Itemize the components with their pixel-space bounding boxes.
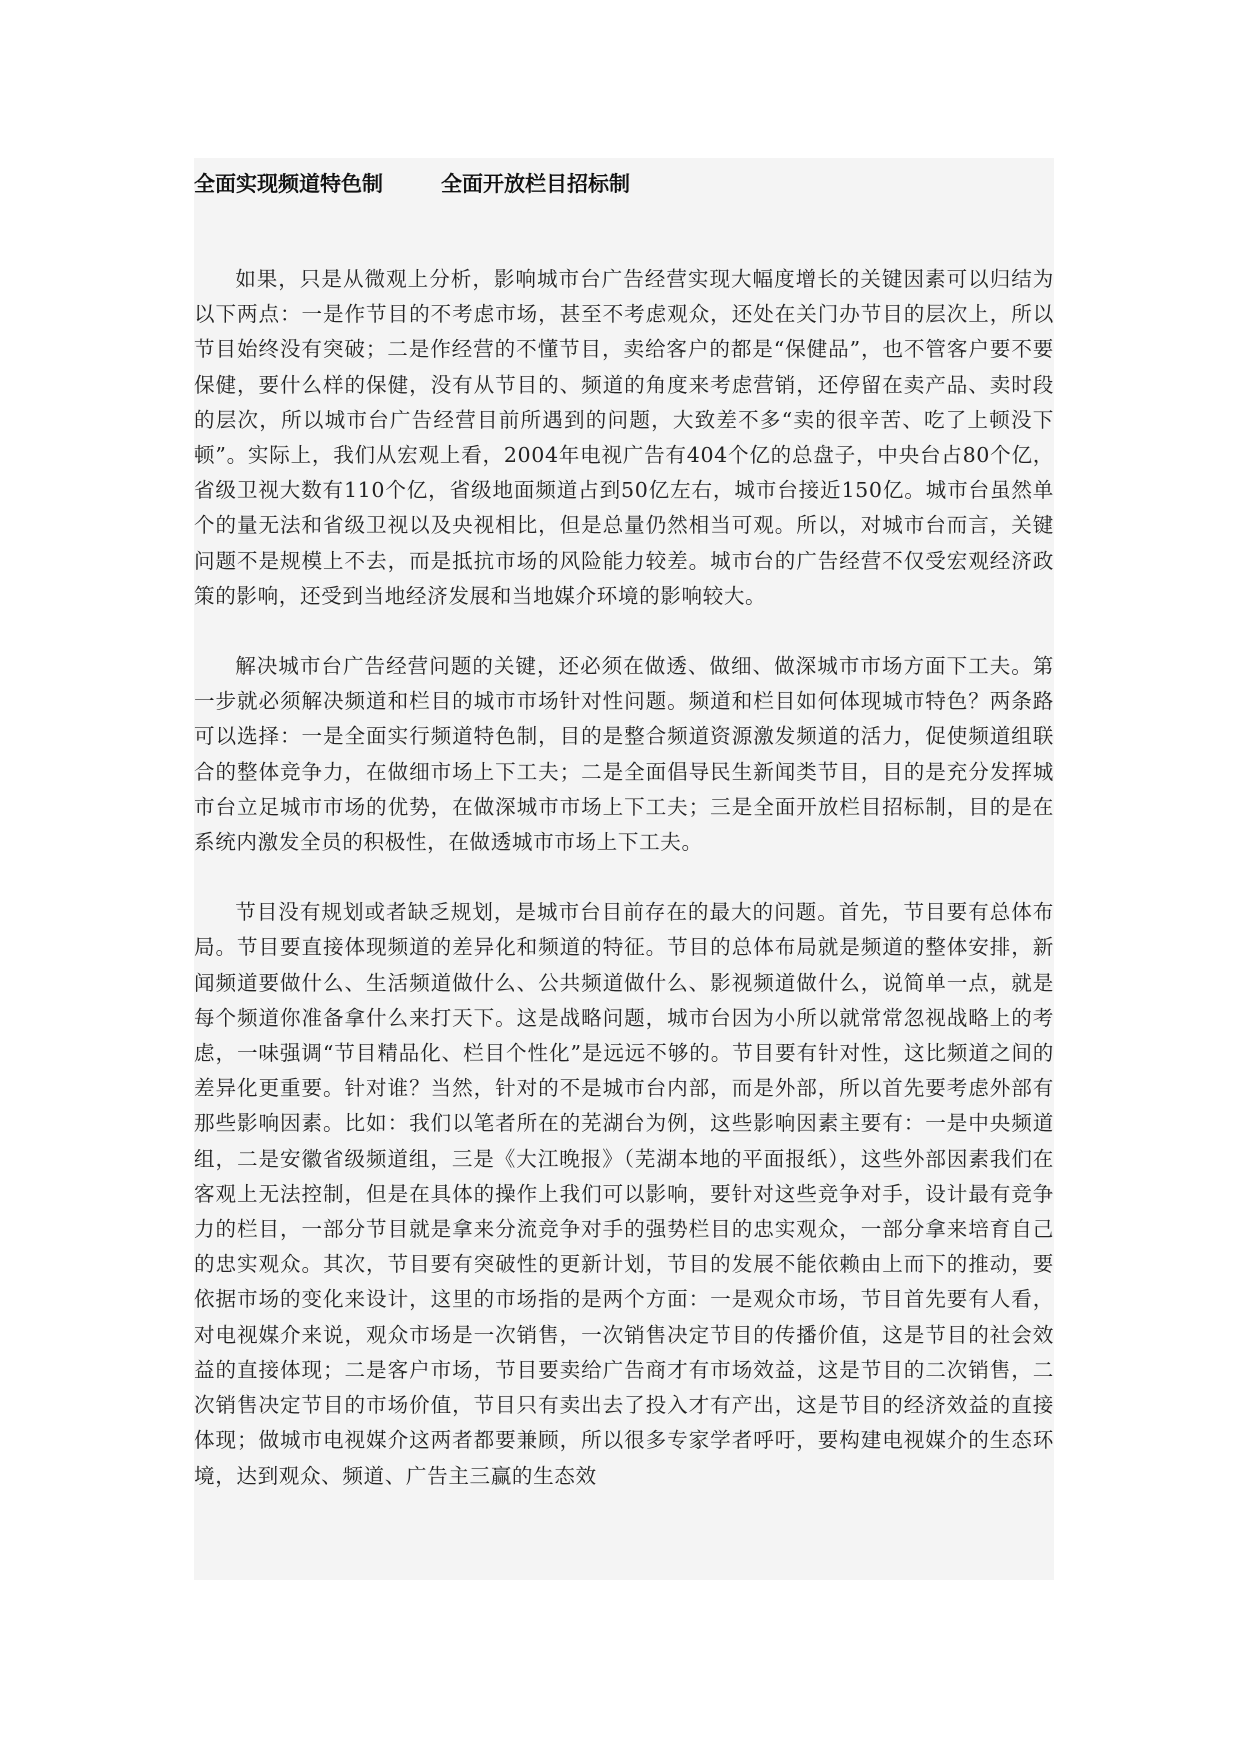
paragraph-3: 节目没有规划或者缺乏规划，是城市台目前存在的最大的问题。首先，节目要有总体布局。节目要直接体现频道的差异化和频道的特征。节目的总体布局就是频道的整体安排，新闻频道要做什么、生活频道做什么、公共频道做什么、影视频道做什么，说简单一点，就是每个频道你准备拿什么来打天下。这是战略问题，城市台因为小所以就常常忽视战略上的考虑，一味强调“节目精品化、栏目个性化”是远远不够的。节目要有针对性，这比频道之间的差异化更重要。针对谁？当然，针对的不是城市台内部，而是外部，所以首先要考虑外部有那些影响因素。比如：我们以笔者所在的芜湖台为例，这些影响因素主要有：一是中央频道组，二是安徽省级频道组，三是《大江晚报》（芜湖本地的平面报纸），这些外部因素我们在客观上无法控制，但是在具体的操作上我们可以影响，要针对这些竞争对手，设计最有竞争力的栏目，一部分节目就是拿来分流竞争对手的强势栏目的忠实观众，一部分拿来培育自己的忠实观众。其次，节目要有突破性的更新计划，节目的发展不能依赖由上而下的推动，要依据市场的变化来设计，这里的市场指的是两个方面：一是观众市场，节目首先要有人看，对电视媒介来说，观众市场是一次销售，一次销售决定节目的传播价值，这是节目的社会效益的直接体现；二是客户市场，节目要卖给广告商才有市场效益，这是节目的二次销售，二次销售决定节目的市场价值，节目只有卖出去了投入才有产出，这是节目的经济效益的直接体现；做城市电视媒介这两者都要兼顾，所以很多专家学者呼吁，要构建电视媒介的生态环境，达到观众、频道、广告主三赢的生态效 (194, 900, 1054, 1488)
document-heading (194, 158, 1054, 210)
document-content (194, 158, 1054, 1580)
paragraph-1: 如果，只是从微观上分析，影响城市台广告经营实现大幅度增长的关键因素可以归结为以下两点：一是作节目的不考虑市场，甚至不考虑观众，还处在关门办节目的层次上，所以节目始终没有突破；二是作经营的不懂节目，卖给客户的都是“保健品”，也不管客户要不要保健，要什么样的保健，没有从节目的、频道的角度来考虑营销，还停留在卖产品、卖时段的层次，所以城市台广告经营目前所遇到的问题，大致差不多“卖的很辛苦、吃了上顿没下顿”。实际上，我们从宏观上看，2004年电视广告有404个亿的总盘子，中央台占80个亿，省级卫视大数有110个亿，省级地面频道占到50亿左右，城市台接近150亿。城市台虽然单个的量无法和省级卫视以及央视相比，但是总量仍然相当可观。所以，对城市台而言，关键问题不是规模上不去，而是抵抗市场的风险能力较差。城市台的广告经营不仅受宏观经济政策的影响，还受到当地经济发展和当地媒介环境的影响较大。 (194, 267, 1054, 608)
heading-part-2: 全面开放栏目招标制 (441, 172, 630, 196)
paragraph-2: 解决城市台广告经营问题的关键，还必须在做透、做细、做深城市市场方面下工夫。第一步就必须解决频道和栏目的城市市场针对性问题。频道和栏目如何体现城市特色？两条路可以选择：一是全面实行频道特色制，目的是整合频道资源激发频道的活力，促使频道组联合的整体竞争力，在做细市场上下工夫；二是全面倡导民生新闻类节目，目的是充分发挥城市台立足城市市场的优势，在做深城市市场上下工夫；三是全面开放栏目招标制，目的是在系统内激发全员的积极性，在做透城市市场上下工夫。 (194, 654, 1054, 855)
heading-part-1: 全面实现频道特色制 (194, 172, 383, 196)
